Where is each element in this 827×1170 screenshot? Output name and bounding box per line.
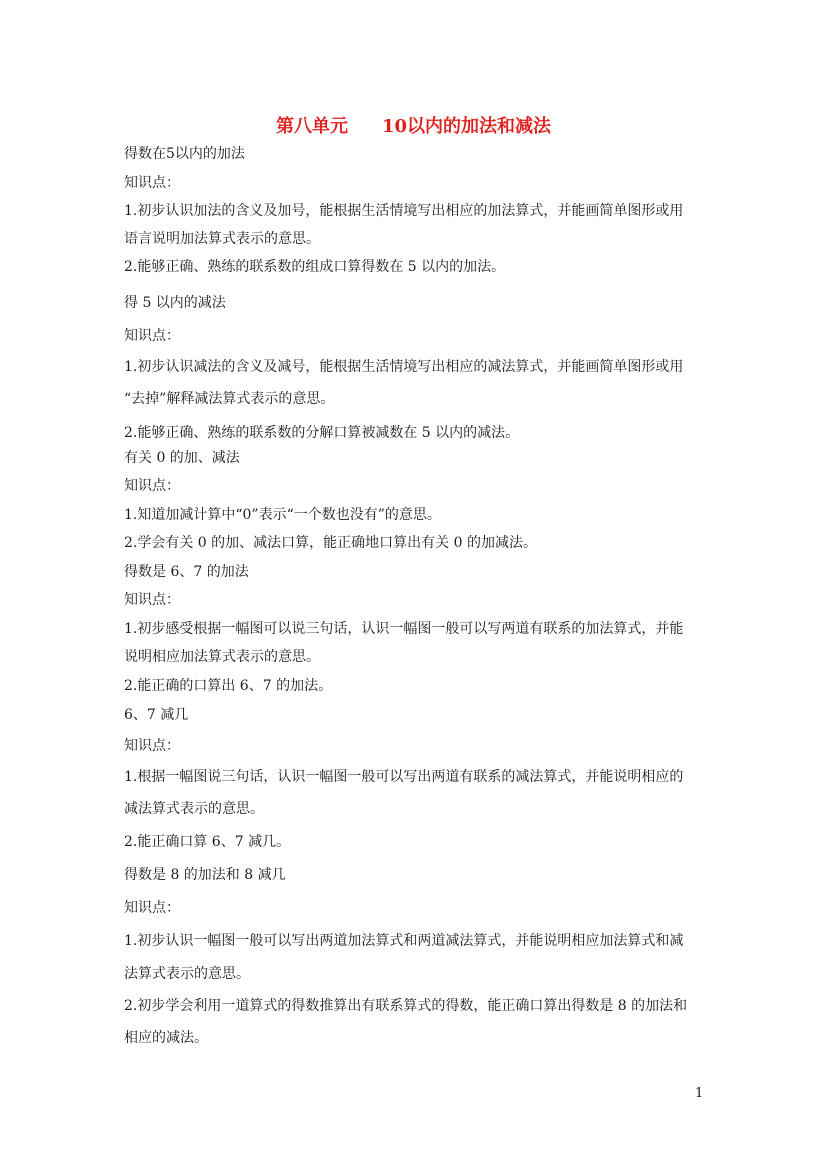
knowledge-point-text: 1.根据一幅图说三句话，认识一幅图一般可以写出两道有联系的减法算式，并能说明相应的 — [124, 769, 684, 785]
knowledge-point-label: 知识点： — [124, 592, 180, 608]
page-number: 1 — [695, 1086, 704, 1101]
section-heading: 6、7 减几 — [124, 707, 189, 723]
knowledge-point-text: 1.初步认识加法的含义及加号，能根据生活情境写出相应的加法算式，并能画简单图形或用 — [124, 203, 684, 219]
knowledge-point-text: 2.能够正确、熟练的联系数的分解口算被减数在 5 以内的减法。 — [124, 425, 520, 441]
knowledge-point-text: 法算式表示的意思。 — [124, 966, 250, 982]
knowledge-point-label: 知识点： — [124, 175, 180, 191]
topic-label: 10以内的加法和减法 — [381, 116, 552, 137]
knowledge-point-text: “去掉”解释减法算式表示的意思。 — [124, 391, 335, 407]
knowledge-point-label: 知识点： — [124, 328, 180, 344]
knowledge-point-text: 1.初步认识减法的含义及减号，能根据生活情境写出相应的减法算式，并能画简单图形或用 — [124, 359, 684, 375]
knowledge-point-label: 知识点： — [124, 738, 180, 754]
knowledge-point-text: 2.能正确的口算出 6、7 的加法。 — [124, 678, 333, 694]
section-heading: 得 5 以内的减法 — [124, 295, 226, 311]
section-heading: 得数是 6、7 的加法 — [124, 564, 249, 580]
section-heading: 得数在5以内的加法 — [124, 146, 245, 162]
knowledge-point-label: 知识点： — [124, 900, 180, 916]
knowledge-point-text: 2.初步学会利用一道算式的得数推算出有联系算式的得数，能正确口算出得数是 8 的加法和 — [124, 998, 688, 1014]
unit-label: 第八单元 — [275, 116, 348, 137]
knowledge-point-label: 知识点： — [124, 478, 180, 494]
knowledge-point-text: 语言说明加法算式表示的意思。 — [124, 231, 320, 247]
knowledge-point-text: 2.能正确口算 6、7 减几。 — [124, 834, 291, 850]
knowledge-point-text: 2.学会有关 0 的加、减法口算，能正确地口算出有关 0 的加减法。 — [124, 535, 537, 551]
knowledge-point-text: 1.初步感受根据一幅图可以说三句话，认识一幅图一般可以写两道有联系的加法算式，并能 — [124, 621, 684, 637]
section-heading: 有关 0 的加、减法 — [124, 450, 240, 466]
page-title — [0, 112, 827, 138]
knowledge-point-text: 说明相应加法算式表示的意思。 — [124, 649, 320, 665]
knowledge-point-text: 1.初步认识一幅图一般可以写出两道加法算式和两道减法算式，并能说明相应加法算式和减 — [124, 933, 684, 949]
knowledge-point-text: 2.能够正确、熟练的联系数的组成口算得数在 5 以内的加法。 — [124, 259, 506, 275]
knowledge-point-text: 1.知道加减计算中“0”表示“一个数也没有”的意思。 — [124, 507, 441, 523]
section-heading: 得数是 8 的加法和 8 减几 — [124, 867, 286, 883]
knowledge-point-text: 减法算式表示的意思。 — [124, 801, 264, 817]
knowledge-point-text: 相应的减法。 — [124, 1030, 208, 1046]
